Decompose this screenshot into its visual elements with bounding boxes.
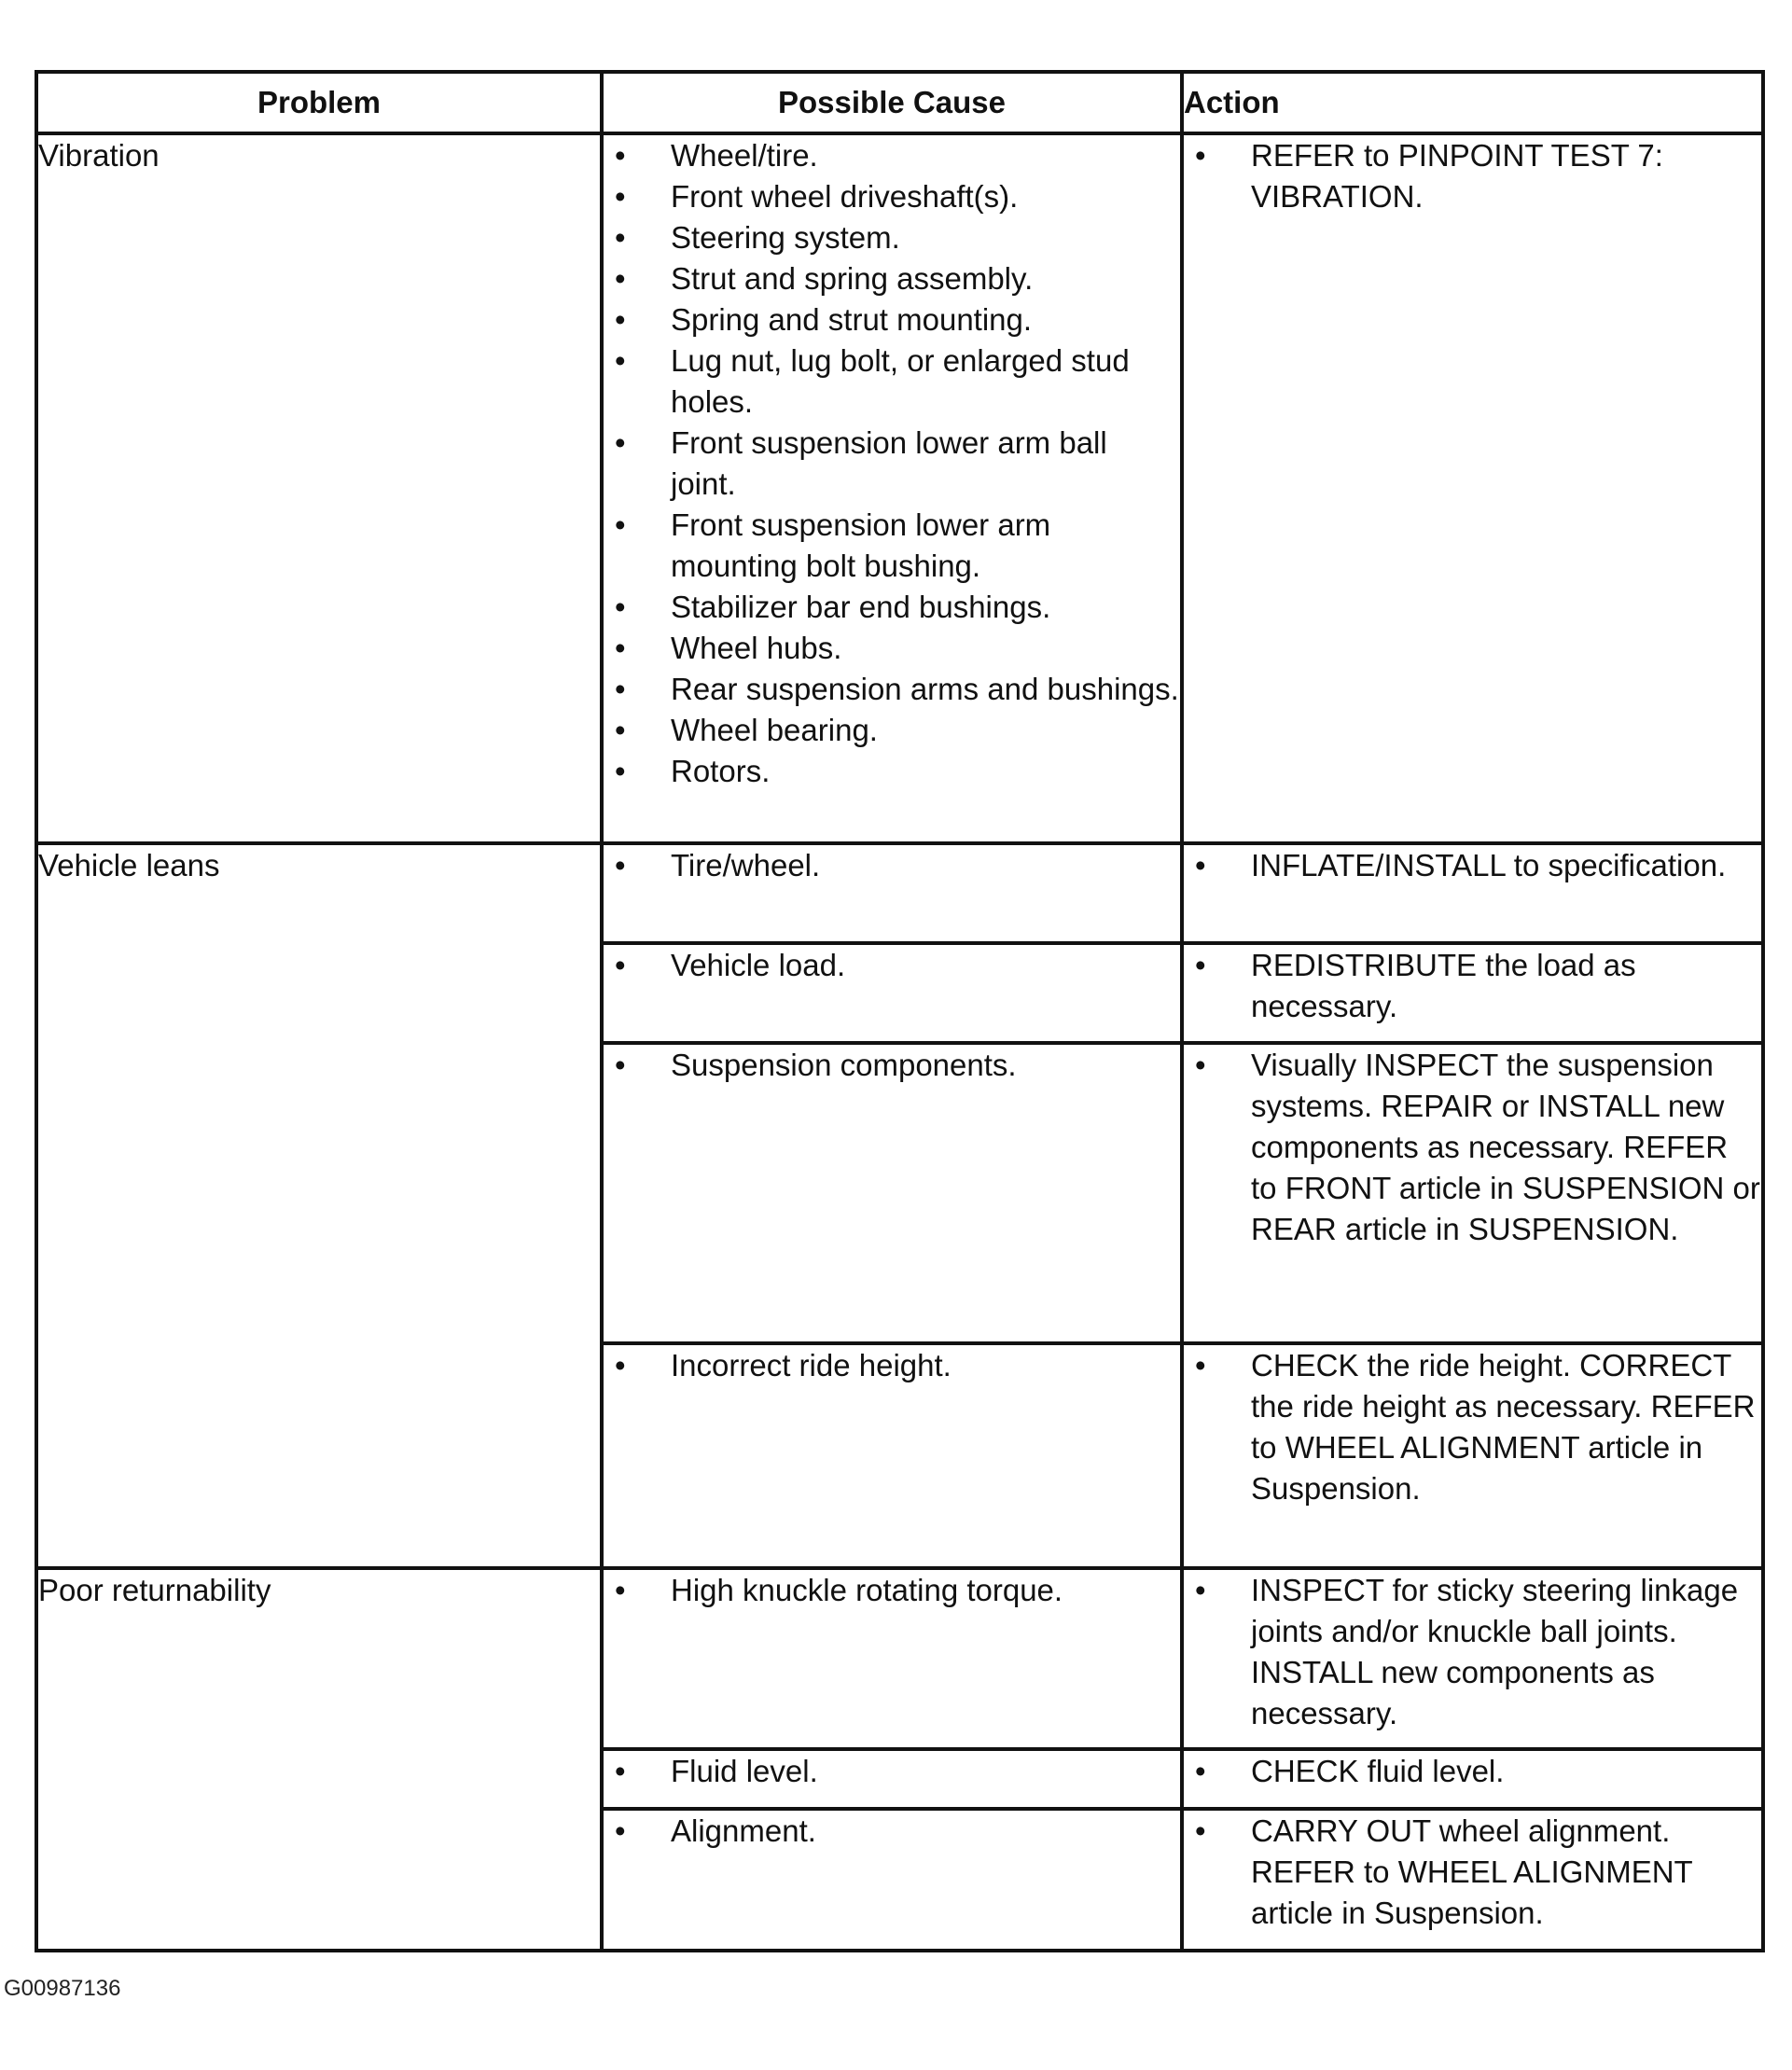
action-list	[1184, 1570, 1761, 1734]
list-item: • Rear suspension arms and bushings.	[604, 669, 1180, 710]
cause-list	[604, 1045, 1180, 1086]
action-cell	[1182, 1568, 1763, 1749]
list-item: • INFLATE/INSTALL to specification.	[1184, 845, 1761, 886]
list-item: • Wheel/tire.	[604, 135, 1180, 176]
figure-code: G00987136	[4, 1976, 121, 2001]
diagnosis-table	[35, 70, 1765, 1952]
cause-cell	[602, 1809, 1182, 1951]
action-list	[1184, 135, 1761, 217]
list-item: • Front suspension lower arm ball joint.	[604, 423, 1180, 505]
problem-cell: Vehicle leans	[36, 843, 602, 1568]
header-row	[36, 72, 1763, 133]
cause-cell	[602, 843, 1182, 943]
list-item: • Strut and spring assembly.	[604, 258, 1180, 299]
header-problem: Problem	[36, 72, 602, 133]
list-item: • Lug nut, lug bolt, or enlarged stud holes.	[604, 340, 1180, 423]
action-list	[1184, 1811, 1761, 1934]
cause-cell	[602, 1343, 1182, 1568]
list-item: • High knuckle rotating torque.	[604, 1570, 1180, 1611]
list-item: • Wheel hubs.	[604, 628, 1180, 669]
problem-cell: Vibration	[36, 133, 602, 843]
cause-cell	[602, 133, 1182, 843]
action-cell	[1182, 1043, 1763, 1343]
list-item: • INSPECT for sticky steering linkage joints and/or knuckle ball joints. INSTALL new components as necessary.	[1184, 1570, 1761, 1734]
cause-list	[604, 1345, 1180, 1386]
cause-list	[604, 1751, 1180, 1792]
list-item: • Steering system.	[604, 217, 1180, 258]
cause-cell	[602, 943, 1182, 1043]
list-item: • Alignment.	[604, 1811, 1180, 1852]
table-row	[36, 843, 1763, 943]
action-list	[1184, 845, 1761, 886]
list-item: • Front suspension lower arm mounting bolt bushing.	[604, 505, 1180, 587]
list-item: • REFER to PINPOINT TEST 7: VIBRATION.	[1184, 135, 1761, 217]
list-item: • Stabilizer bar end bushings.	[604, 587, 1180, 628]
list-item: • Rotors.	[604, 751, 1180, 792]
problem-cell: Poor returnability	[36, 1568, 602, 1951]
list-item: • CHECK the ride height. CORRECT the ride height as necessary. REFER to WHEEL ALIGNMENT article in Suspension.	[1184, 1345, 1761, 1509]
header-action: Action	[1182, 72, 1763, 133]
cause-list	[604, 845, 1180, 886]
table-row	[36, 133, 1763, 843]
action-list	[1184, 1045, 1761, 1250]
action-cell	[1182, 843, 1763, 943]
action-list	[1184, 1345, 1761, 1509]
list-item: • Vehicle load.	[604, 945, 1180, 986]
list-item: • Suspension components.	[604, 1045, 1180, 1086]
list-item: • REDISTRIBUTE the load as necessary.	[1184, 945, 1761, 1027]
cause-cell	[602, 1043, 1182, 1343]
list-item: • Tire/wheel.	[604, 845, 1180, 886]
action-cell	[1182, 1749, 1763, 1809]
table-row	[36, 1568, 1763, 1749]
cause-cell	[602, 1749, 1182, 1809]
action-cell	[1182, 943, 1763, 1043]
action-cell	[1182, 1343, 1763, 1568]
action-cell	[1182, 133, 1763, 843]
cause-list	[604, 945, 1180, 986]
list-item: • Wheel bearing.	[604, 710, 1180, 751]
list-item: • Spring and strut mounting.	[604, 299, 1180, 340]
cause-list	[604, 1811, 1180, 1852]
action-list	[1184, 945, 1761, 1027]
list-item: • Front wheel driveshaft(s).	[604, 176, 1180, 217]
cause-list	[604, 1570, 1180, 1611]
list-item: • CHECK fluid level.	[1184, 1751, 1761, 1792]
list-item: • Fluid level.	[604, 1751, 1180, 1792]
action-list	[1184, 1751, 1761, 1792]
header-possible-cause: Possible Cause	[602, 72, 1182, 133]
list-item: • Visually INSPECT the suspension systems. REPAIR or INSTALL new components as necessary. REFER to FRONT article in SUSPENSION or REAR article in SUSPENSION.	[1184, 1045, 1761, 1250]
list-item: • Incorrect ride height.	[604, 1345, 1180, 1386]
action-cell	[1182, 1809, 1763, 1951]
cause-list	[604, 135, 1180, 792]
list-item: • CARRY OUT wheel alignment. REFER to WHEEL ALIGNMENT article in Suspension.	[1184, 1811, 1761, 1934]
cause-cell	[602, 1568, 1182, 1749]
